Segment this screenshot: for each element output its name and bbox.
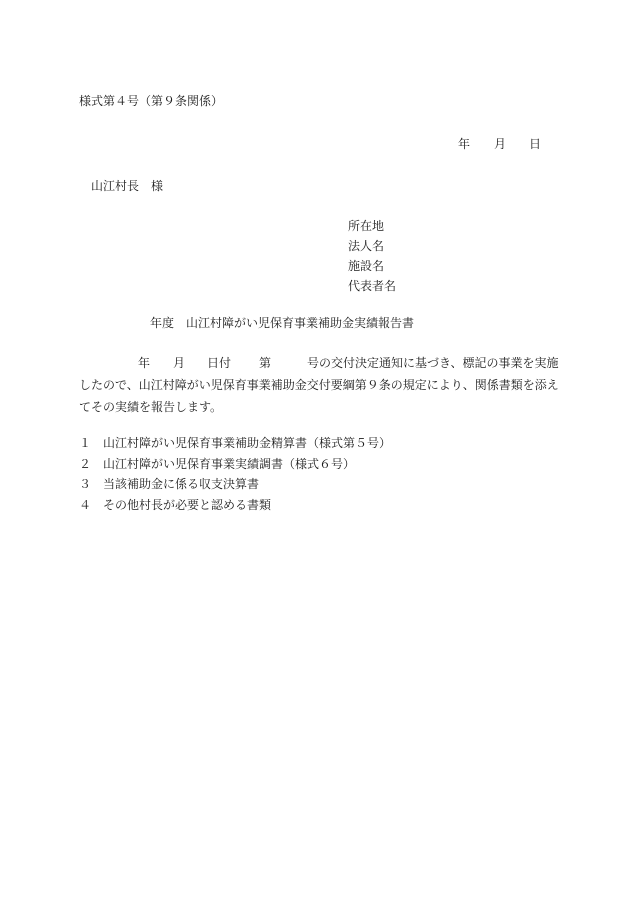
report-title: 年度 山江村障がい児保育事業補助金実績報告書 (150, 316, 415, 330)
body-month-label: 月 (173, 356, 186, 370)
attachment-text: 当該補助金に係る収支決算書 (103, 477, 260, 491)
date-month-label: 月 (494, 137, 507, 151)
applicant-address-label: 所在地 (348, 219, 385, 233)
attachment-number: ４ (79, 498, 92, 512)
body-line-1 (79, 357, 569, 371)
attachment-number: １ (79, 436, 92, 450)
attachment-item (79, 437, 391, 449)
body-line-1-rest: 号の交付決定通知に基づき、標記の事業を実施 (307, 356, 559, 370)
date-day-label: 日 (529, 137, 542, 151)
addressee: 山江村長 様 (91, 179, 164, 193)
date-year-label: 年 (458, 137, 471, 151)
body-paragraph (79, 357, 569, 417)
form-number: 様式第４号（第９条関係） (79, 94, 224, 108)
applicant-representative-label: 代表者名 (348, 279, 397, 293)
applicant-corporation-label: 法人名 (348, 239, 385, 253)
attachment-text: その他村長が必要と認める書類 (103, 498, 272, 512)
attachment-text: 山江村障がい児保育事業補助金精算書（様式第５号） (103, 436, 392, 450)
body-number-prefix: 第 (259, 356, 272, 370)
attachment-text: 山江村障がい児保育事業実績調書（様式６号） (103, 457, 356, 471)
attachment-item (79, 458, 355, 470)
body-line-3: てその実績を報告します。 (79, 400, 223, 414)
body-year-label: 年 (138, 356, 151, 370)
attachment-item (79, 478, 259, 490)
attachment-number: ２ (79, 457, 92, 471)
date-line (0, 138, 630, 152)
attachment-number: ３ (79, 477, 92, 491)
body-line-2: したので、山江村障がい児保育事業補助金交付要綱第９条の規定により、関係書類を添え (79, 378, 559, 392)
body-date-suffix: 日付 (207, 356, 232, 370)
attachment-item (79, 499, 271, 511)
applicant-facility-label: 施設名 (348, 259, 385, 273)
